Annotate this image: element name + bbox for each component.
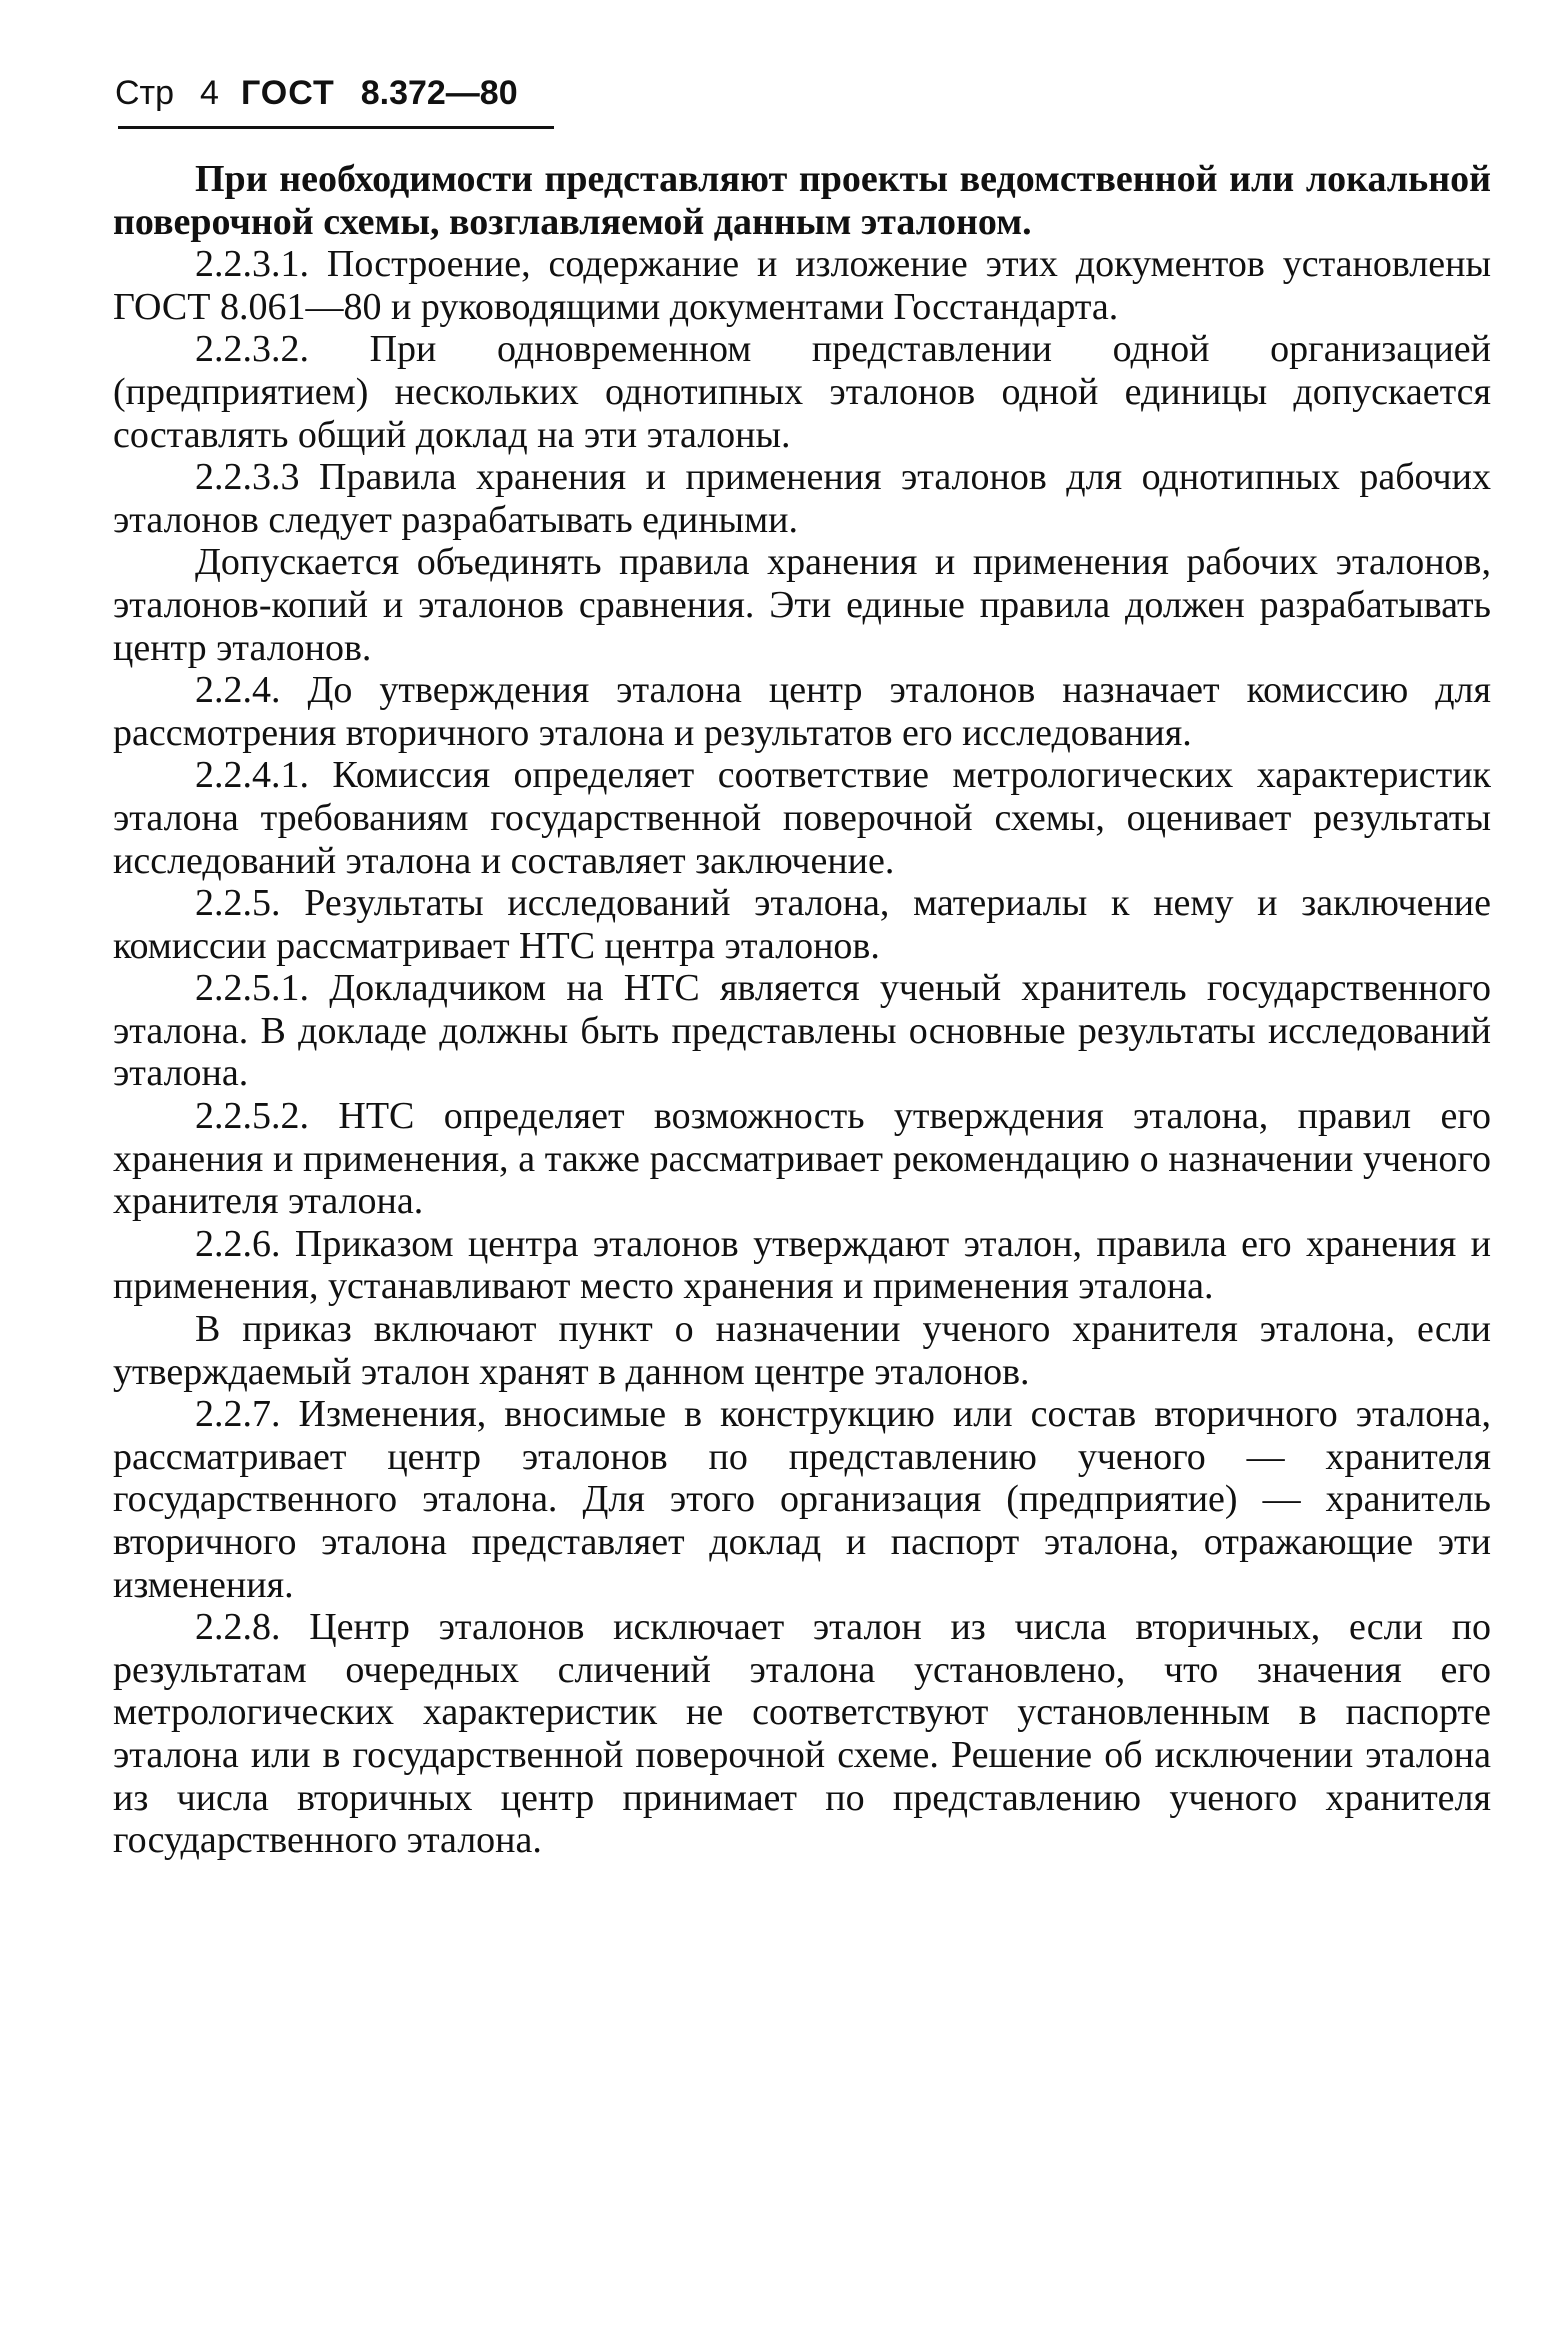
page-header <box>115 62 565 124</box>
paragraph-2-2-6-cont: В приказ включают пункт о назначении ученого хранителя эталона, если утверждаемый эталон хранят в данном центре эталонов. <box>113 1308 1491 1393</box>
page-number: 4 <box>200 74 219 112</box>
paragraph-2-2-3-1: 2.2.3.1. Построение, содержание и изложение этих документов установлены ГОСТ 8.061—80 и руководящими документами Госстандарта. <box>113 243 1491 328</box>
paragraph-2-2-4: 2.2.4. До утверждения эталона центр эталонов назначает комиссию для рассмотрения вторичного эталона и результатов его исследования. <box>113 669 1491 754</box>
paragraph-2-2-7: 2.2.7. Изменения, вносимые в конструкцию или состав вторичного эталона, рассматривает центр эталонов по представлению ученого — хранителя государственного эталона. Для этого организация (предприятие) — хранитель вторичного эталона представляет доклад и паспорт эталона, отражающие эти изменения. <box>113 1393 1491 1606</box>
paragraph-2-2-3-3: 2.2.3.3 Правила хранения и применения эталонов для однотипных рабочих эталонов следует разрабатывать едиными. <box>113 456 1491 541</box>
header-divider <box>118 126 554 129</box>
paragraph-2-2-5: 2.2.5. Результаты исследований эталона, материалы к нему и заключение комиссии рассматривает НТС центра эталонов. <box>113 882 1491 967</box>
paragraph-2-2-5-2: 2.2.5.2. НТС определяет возможность утверждения эталона, правил его хранения и применения, а также рассматривает рекомендацию о назначении ученого хранителя эталона. <box>113 1095 1491 1223</box>
document-body <box>113 158 1491 1862</box>
paragraph-2-2-8: 2.2.8. Центр эталонов исключает эталон из числа вторичных, если по результатам очередных сличений эталона установлено, что значения его метрологических характеристик не соответствуют установленным в паспорте эталона или в государственной поверочной схеме. Решение об исключении эталона из числа вторичных центр принимает по представлению ученого хранителя государственного эталона. <box>113 1606 1491 1862</box>
paragraph-2-2-3-3-cont: Допускается объединять правила хранения и применения рабочих эталонов, эталонов-копий и эталонов сравнения. Эти единые правила должен разрабатывать центр эталонов. <box>113 541 1491 669</box>
standard-label: ГОСТ <box>240 74 335 112</box>
paragraph-intro: При необходимости представляют проекты ведомственной или локальной поверочной схемы, возглавляемой данным эталоном. <box>113 158 1491 243</box>
paragraph-2-2-4-1: 2.2.4.1. Комиссия определяет соответствие метрологических характеристик эталона требованиям государственной поверочной схемы, оценивает результаты исследований эталона и составляет заключение. <box>113 754 1491 882</box>
page-label: Стр <box>115 74 175 112</box>
paragraph-2-2-3-2: 2.2.3.2. При одновременном представлении одной организацией (предприятием) нескольких однотипных эталонов одной единицы допускается составлять общий доклад на эти эталоны. <box>113 328 1491 456</box>
standard-number: 8.372—80 <box>360 74 518 112</box>
paragraph-2-2-5-1: 2.2.5.1. Докладчиком на НТС является ученый хранитель государственного эталона. В докладе должны быть представлены основные результаты исследований эталона. <box>113 967 1491 1095</box>
paragraph-2-2-6: 2.2.6. Приказом центра эталонов утверждают эталон, правила его хранения и применения, устанавливают место хранения и применения эталона. <box>113 1222 1491 1308</box>
